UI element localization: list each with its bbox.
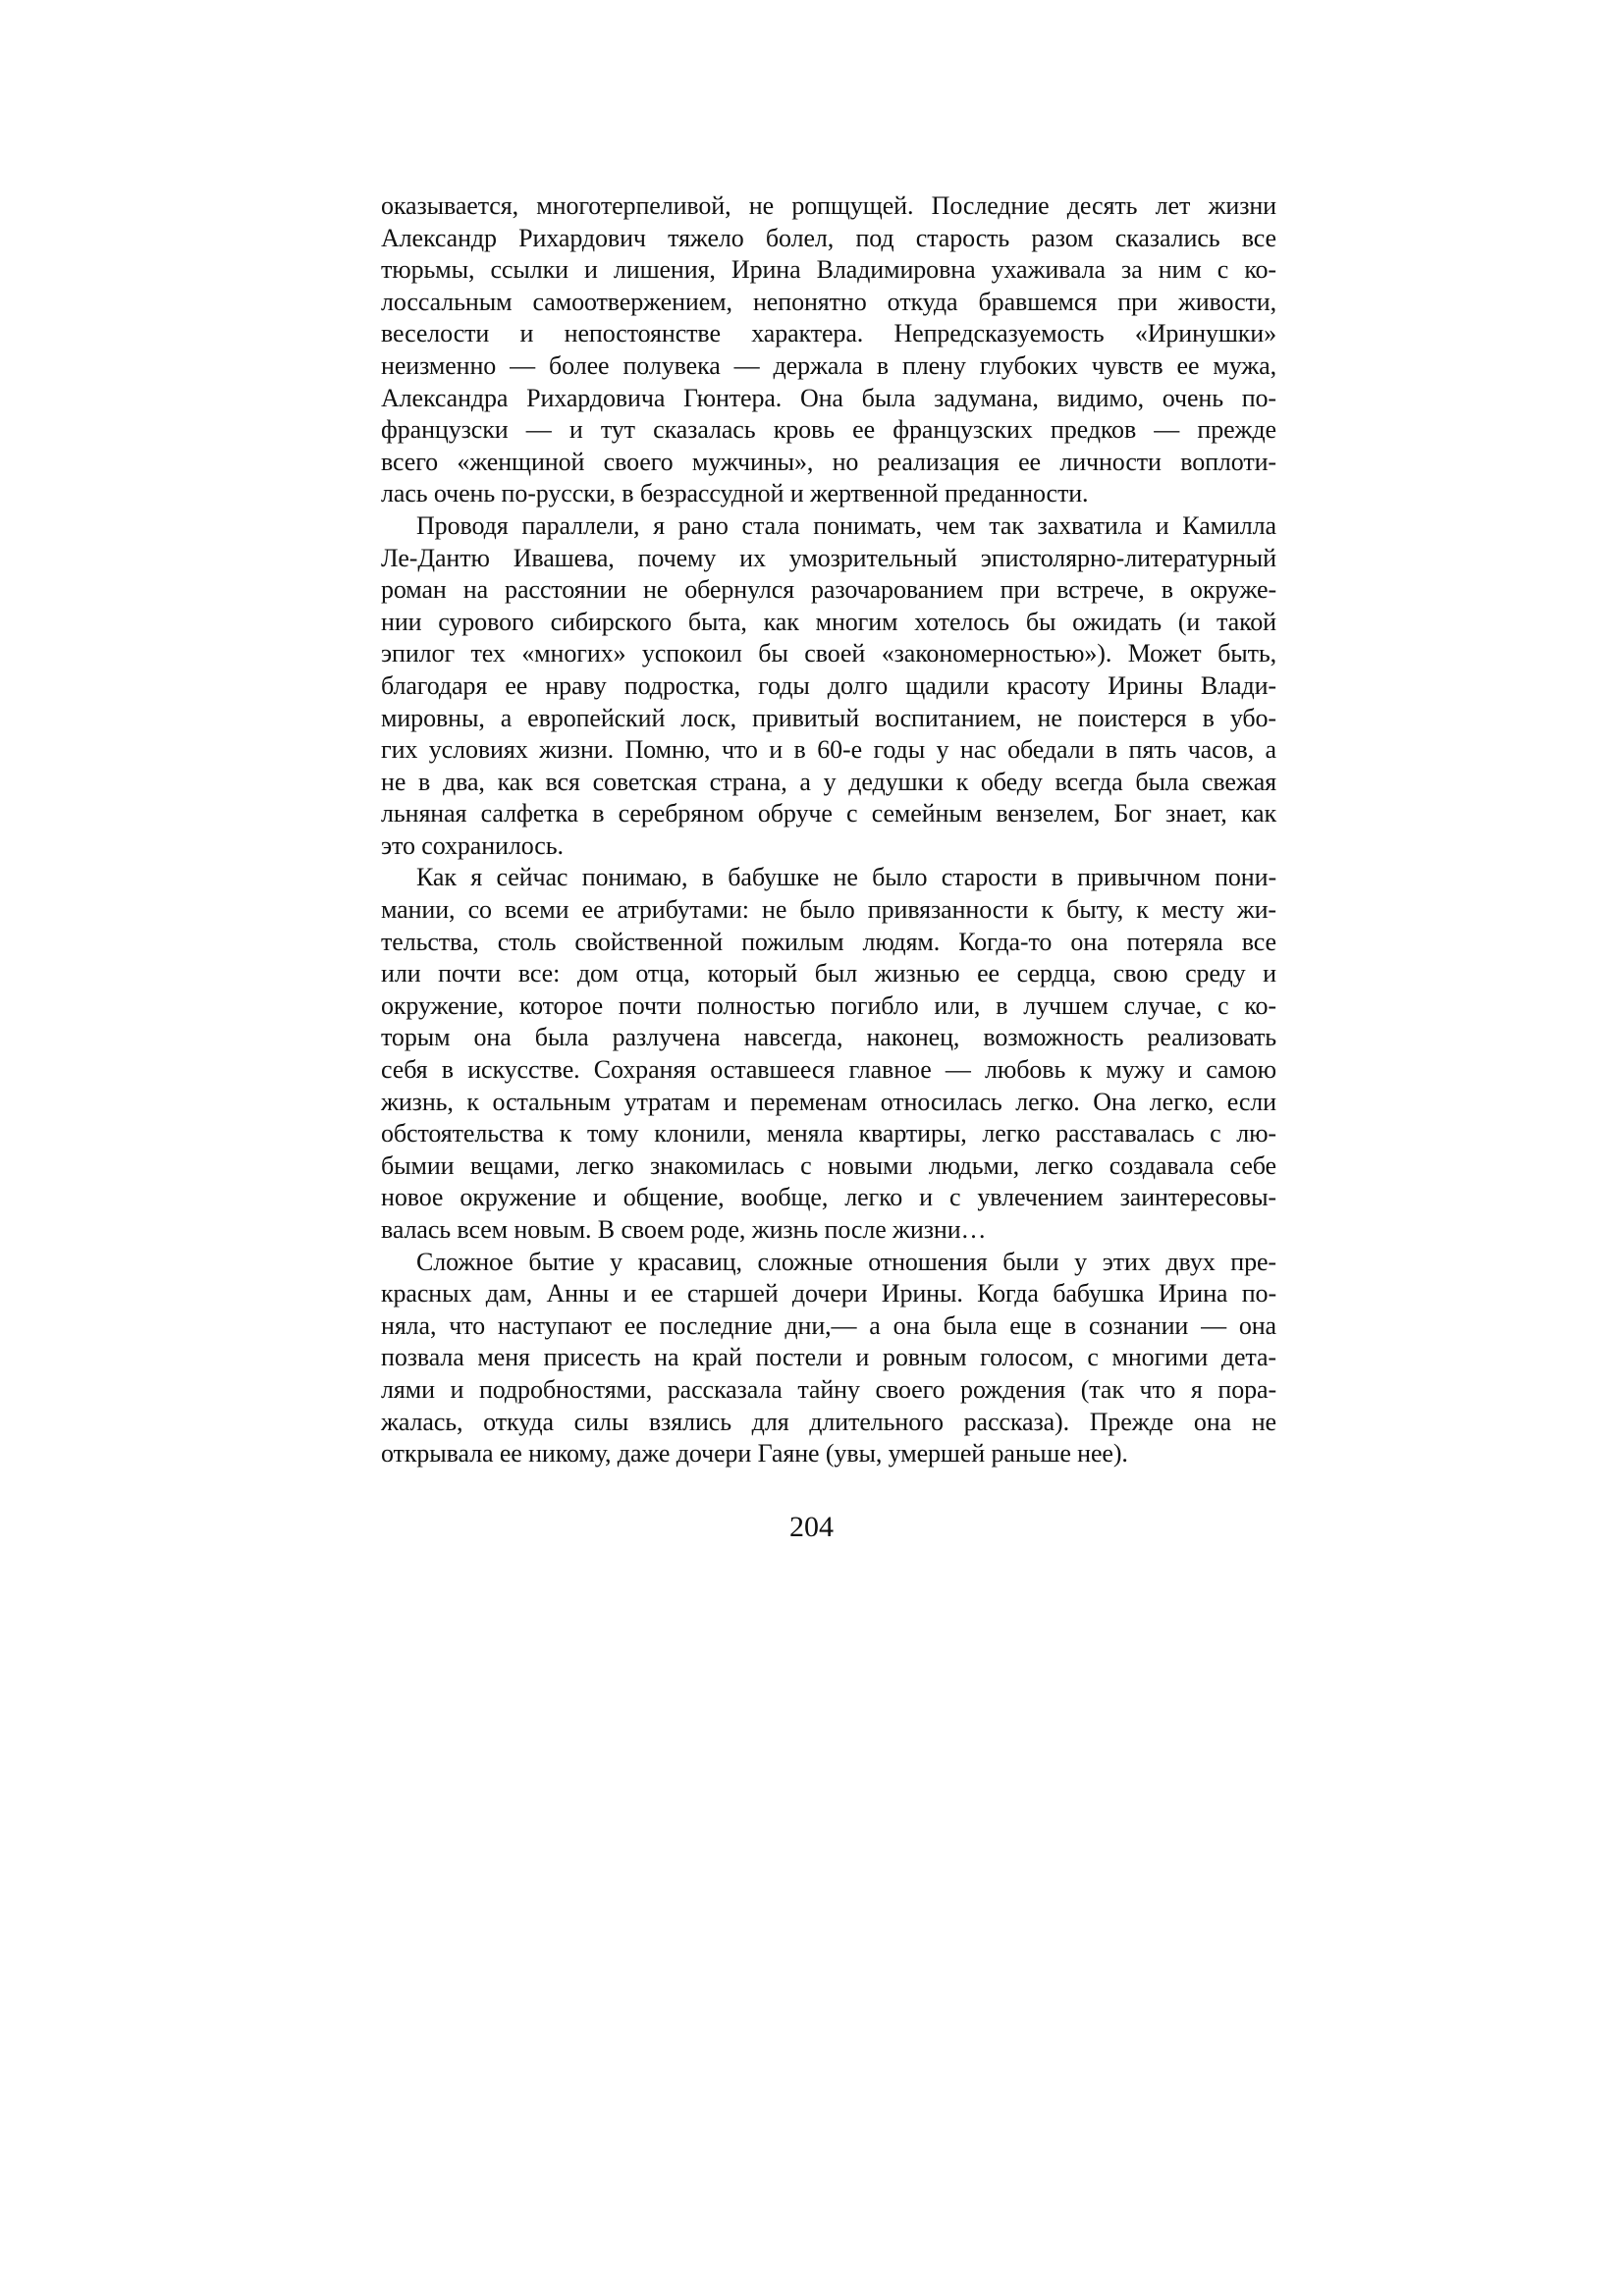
- text-line: бымии вещами, легко знакомилась с новыми людьми, легко создавала себе: [381, 1150, 1276, 1180]
- text-line: новое окружение и общение, вообще, легко и с увлечением заинтересовы-: [381, 1183, 1276, 1212]
- text-line: эпилог тех «многих» успокоил бы своей «закономерностью»). Может быть,: [381, 639, 1276, 668]
- text-line: льняная салфетка в серебряном обруче с семейным вензелем, Бог знает, как: [381, 799, 1276, 828]
- text-line: гих условиях жизни. Помню, что и в 60-е годы у нас обедали в пять часов, а: [381, 735, 1276, 765]
- text-line: не в два, как вся советская страна, а у дедушки к обеду всегда была свежая: [381, 767, 1276, 796]
- paragraph: [381, 190, 1276, 510]
- text-line: Сложное бытие у красавиц, сложные отношения были у этих двух пре-: [416, 1247, 1276, 1276]
- text-line: жизнь, к остальным утратам и переменам относилась легко. Она легко, если: [381, 1087, 1276, 1116]
- text-line: французски — и тут сказалась кровь ее французских предков — прежде: [381, 415, 1276, 445]
- text-line: Ле-Дантю Ивашева, почему их умозрительный эпистолярно-литературный: [381, 543, 1276, 572]
- text-line: лась очень по-русски, в безрассудной и жертвенной преданности.: [381, 479, 1089, 508]
- text-line: Александр Рихардович тяжело болел, под старость разом сказались все: [381, 223, 1276, 252]
- text-line: нии сурового сибирского быта, как многим хотелось бы ожидать (и такой: [381, 607, 1276, 636]
- text-line: обстоятельства к тому клонили, меняла квартиры, легко расставалась с лю-: [381, 1119, 1276, 1148]
- text-line: тюрьмы, ссылки и лишения, Ирина Владимировна ухаживала за ним с ко-: [381, 255, 1276, 285]
- text-line: Александра Рихардовича Гюнтера. Она была задумана, видимо, очень по-: [381, 383, 1276, 412]
- text-line: няла, что наступают ее последние дни,— а она была еще в сознании — она: [381, 1310, 1276, 1340]
- text-line: веселости и непостоянстве характера. Непредсказуемость «Иринушки»: [381, 319, 1276, 348]
- text-line: Как я сейчас понимаю, в бабушке не было старости в привычном пони-: [416, 863, 1276, 892]
- text-line: мировны, а европейский лоск, привитый воспитанием, не поистерся в убо-: [381, 703, 1276, 732]
- text-line: позвала меня присесть на край постели и ровным голосом, с многими дета-: [381, 1343, 1276, 1372]
- text-line: это сохранилось.: [381, 830, 564, 860]
- text-line: тельства, столь свойственной пожилым людям. Когда-то она потеряла все: [381, 927, 1276, 956]
- text-line: валась всем новым. В своем роде, жизнь после жизни…: [381, 1215, 987, 1244]
- text-line: роман на расстоянии не обернулся разочарованием при встрече, в окруже-: [381, 575, 1276, 605]
- text-line: всего «женщиной своего мужчины», но реализация ее личности воплоти-: [381, 447, 1276, 476]
- paragraph: [381, 1247, 1276, 1470]
- text-line: неизменно — более полувека — держала в плену глубоких чувств ее мужа,: [381, 350, 1276, 380]
- text-line: открывала ее никому, даже дочери Гаяне (увы, умершей раньше нее).: [381, 1439, 1128, 1468]
- text-line: Проводя параллели, я рано стала понимать, чем так захватила и Камилла: [416, 510, 1276, 540]
- body-text: [381, 190, 1276, 1470]
- text-line: благодаря ее нраву подростка, годы долго щадили красоту Ирины Влади-: [381, 670, 1276, 700]
- paragraph: [381, 862, 1276, 1246]
- text-line: оказывается, многотерпеливой, не ропщущей. Последние десять лет жизни: [381, 191, 1276, 220]
- text-line: лями и подробностями, рассказала тайну своего рождения (так что я пора-: [381, 1374, 1276, 1404]
- text-line: красных дам, Анны и ее старшей дочери Ирины. Когда бабушка Ирина по-: [381, 1279, 1276, 1308]
- text-line: торым она была разлучена навсегда, наконец, возможность реализовать: [381, 1023, 1276, 1052]
- text-line: себя в искусстве. Сохраняя оставшееся главное — любовь к мужу и самою: [381, 1055, 1276, 1085]
- paragraph: [381, 510, 1276, 863]
- text-line: мании, со всеми ее атрибутами: не было привязанности к быту, к месту жи-: [381, 895, 1276, 925]
- text-line: жалась, откуда силы взялись для длительного рассказа). Прежде она не: [381, 1407, 1276, 1436]
- text-line: или почти все: дом отца, который был жизнью ее сердца, свою среду и: [381, 959, 1276, 988]
- text-line: окружение, которое почти полностью погибло или, в лучшем случае, с ко-: [381, 990, 1276, 1020]
- page-number: 204: [789, 1511, 834, 1543]
- text-line: лоссальным самоотвержением, непонятно откуда бравшемся при живости,: [381, 287, 1276, 316]
